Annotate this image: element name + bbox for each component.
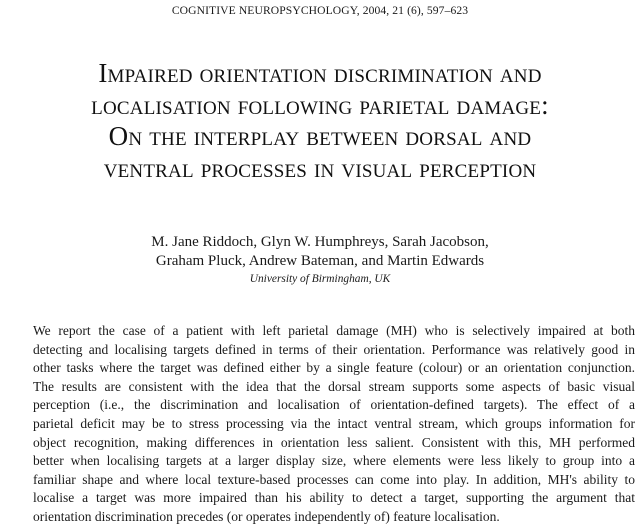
abstract-line: parietal deficit may be to stress processing via the intact ventral stream, which groups information for [33,415,635,431]
abstract-line: perception (i.e., the discrimination and localisation of orientation-defined targets). The effect of a [33,397,635,413]
abstract-line: object recognition, making differences in orientation less salient. Consistent with this, MH performed [33,434,635,450]
abstract-line: detecting and localising targets defined in terms of their orientation. Performance was relatively good in [33,341,635,357]
abstract-line: orientation discrimination precedes (or operates independently of) feature localisation. [33,508,500,524]
abstract-line: localise a target was more impaired than his ability to detect a target, supporting the argument that [33,490,635,506]
title-line: Impaired orientation discrimination and [98,58,542,88]
abstract-line: The results are consistent with the idea that the dorsal stream supports some aspects of basic visual [33,378,635,394]
title-line: ventral processes in visual perception [103,152,537,183]
affiliation: University of Birmingham, UK [249,273,391,285]
abstract-line: other tasks where the target was defined either by a single feature (colour) or an orientation conjunction. [33,360,635,376]
title-line: On the interplay between dorsal and [108,121,532,151]
author-line: M. Jane Riddoch, Glyn W. Humphreys, Sarah Jacobson, [151,234,489,250]
abstract-line: better when localising targets at a larger display size, where elements were less likely to group into a [33,453,635,469]
paper-title [0,58,640,184]
abstract-line: We report the case of a patient with left parietal damage (MH) who is selectively impaired at both [33,323,635,338]
abstract [33,322,635,527]
author-line: Graham Pluck, Andrew Bateman, and Martin Edwards [155,253,485,269]
author-list [0,233,640,271]
abstract-line: familiar shape and where local texture-based processes can come into play. In addition, MH's ability to [33,471,635,487]
title-line: localisation following parietal damage: [91,89,549,120]
journal-header: COGNITIVE NEUROPSYCHOLOGY, 2004, 21 (6), 597–623 [171,4,469,17]
